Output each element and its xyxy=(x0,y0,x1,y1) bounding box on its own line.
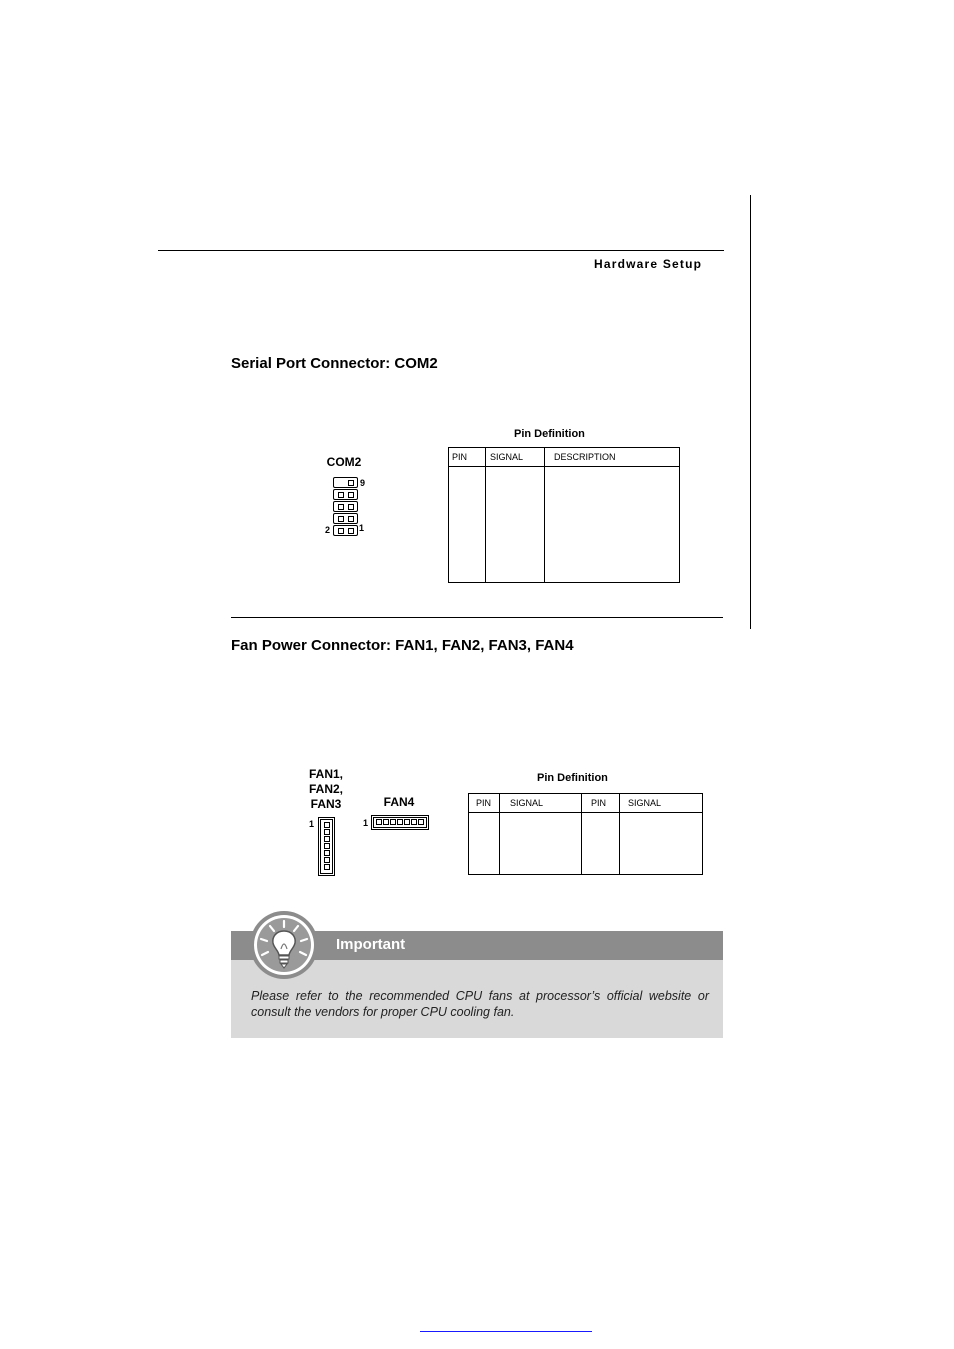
fan4-connector-diagram xyxy=(371,815,429,830)
pin-square xyxy=(324,850,330,856)
table-header-description: DESCRIPTION xyxy=(545,448,680,467)
com2-pin-label-1: 1 xyxy=(359,523,365,533)
important-text: Please refer to the recommended CPU fans at processor’s official website or consult the vendors for proper CPU cooling fan. xyxy=(251,989,709,1019)
pin-square xyxy=(324,836,330,842)
table-cell xyxy=(486,467,545,583)
pin-square xyxy=(324,829,330,835)
com2-pin-label-2: 2 xyxy=(325,525,331,535)
table-header-signal: SIGNAL xyxy=(620,794,703,813)
com2-connector-diagram xyxy=(325,475,373,537)
pin-square xyxy=(404,819,410,825)
table-cell xyxy=(469,813,500,875)
fan4-connector-label: FAN4 xyxy=(383,795,415,809)
pin-square xyxy=(338,516,344,522)
table-header-signal: SIGNAL xyxy=(486,448,545,467)
table-cell xyxy=(449,467,486,583)
fan-pin-definition-title: Pin Definition xyxy=(537,772,608,784)
pin-square xyxy=(324,857,330,863)
pin-square xyxy=(324,843,330,849)
pin-square xyxy=(397,819,403,825)
com2-section-title: Serial Port Connector: COM2 xyxy=(231,355,438,372)
table-header-signal: SIGNAL xyxy=(500,794,582,813)
com2-pin-table xyxy=(448,447,680,583)
com2-pin-row-1 xyxy=(333,525,358,536)
pin-square xyxy=(348,492,354,498)
pin-square xyxy=(348,516,354,522)
fan-pin-table xyxy=(468,793,703,875)
com2-pin-definition-title: Pin Definition xyxy=(514,428,585,440)
pin-square xyxy=(383,819,389,825)
pin-square xyxy=(348,504,354,510)
pin-square xyxy=(348,528,354,534)
pin-square xyxy=(324,822,330,828)
pin-square xyxy=(390,819,396,825)
table-cell xyxy=(620,813,703,875)
pin-square xyxy=(348,480,354,486)
table-header-pin: PIN xyxy=(449,448,486,467)
table-header-pin: PIN xyxy=(582,794,620,813)
side-rule xyxy=(750,195,751,629)
table-cell xyxy=(500,813,582,875)
com2-pin-row-2 xyxy=(333,513,358,524)
header-rule xyxy=(158,250,724,251)
pin-square xyxy=(324,864,330,870)
pin-square xyxy=(338,528,344,534)
pin-square xyxy=(418,819,424,825)
header-section-name: Hardware Setup xyxy=(594,257,703,271)
fan4-pin1-label: 1 xyxy=(363,818,369,828)
com2-connector-label: COM2 xyxy=(326,455,362,469)
pin-square xyxy=(376,819,382,825)
important-title: Important xyxy=(336,936,406,953)
table-cell xyxy=(582,813,620,875)
table-cell xyxy=(545,467,680,583)
table-header-pin: PIN xyxy=(469,794,500,813)
lightbulb-icon xyxy=(248,909,320,981)
fan-section-title: Fan Power Connector: FAN1, FAN2, FAN3, FAN4 xyxy=(231,637,574,654)
fan123-connector-label: FAN1, FAN2, FAN3 xyxy=(308,767,343,811)
footer-link[interactable] xyxy=(420,1331,592,1332)
fan123-connector-diagram xyxy=(318,817,335,876)
pin-square xyxy=(338,504,344,510)
section-divider xyxy=(231,617,723,618)
com2-pin-label-9: 9 xyxy=(360,478,366,488)
pin-square xyxy=(338,492,344,498)
com2-pin-row-4 xyxy=(333,489,358,500)
fan123-pin1-label: 1 xyxy=(309,819,315,829)
com2-pin-row-5 xyxy=(333,477,358,488)
pin-square xyxy=(411,819,417,825)
com2-pin-row-3 xyxy=(333,501,358,512)
